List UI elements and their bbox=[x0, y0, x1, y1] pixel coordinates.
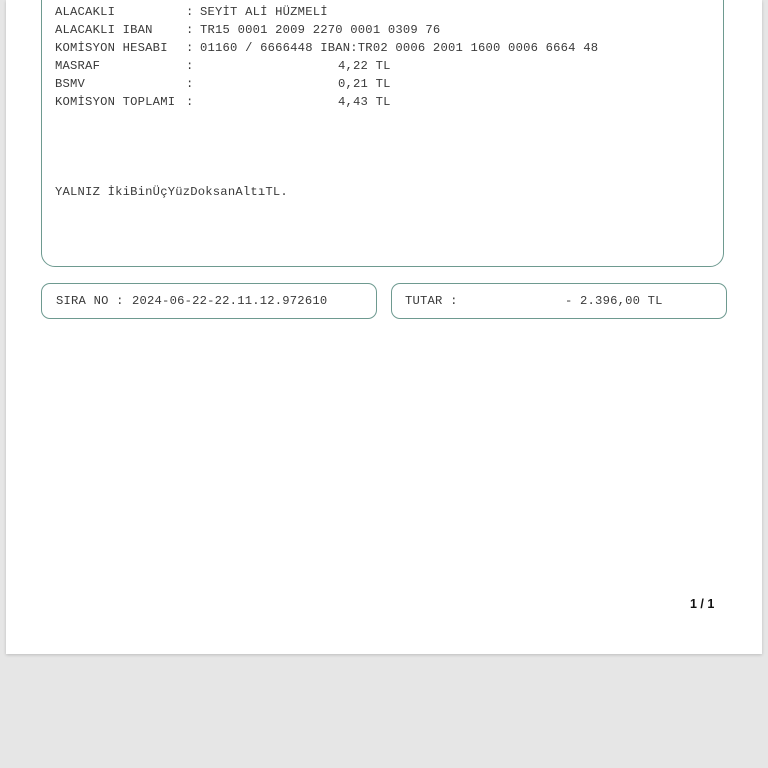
total-value: - 2.396,00 TL bbox=[565, 294, 663, 308]
receiver-colon: : bbox=[186, 5, 194, 19]
commission-total-value: 4,43 TL bbox=[338, 95, 391, 109]
receiver-iban-label: ALACAKLI IBAN bbox=[55, 23, 153, 37]
total-label: TUTAR : bbox=[405, 294, 458, 308]
bsmv-colon: : bbox=[186, 77, 194, 91]
receiver-label: ALACAKLI bbox=[55, 5, 116, 19]
commission-account-colon: : bbox=[186, 41, 194, 55]
bsmv-label: BSMV bbox=[55, 77, 86, 91]
expense-value: 4,22 TL bbox=[338, 59, 391, 73]
receiver-value: SEYİT ALİ HÜZMELİ bbox=[200, 5, 328, 19]
bsmv-value: 0,21 TL bbox=[338, 77, 391, 91]
sequence-value: 2024-06-22-22.11.12.972610 bbox=[132, 294, 328, 308]
total-amount-box bbox=[391, 283, 727, 319]
commission-total-colon: : bbox=[186, 95, 194, 109]
commission-account-value: 01160 / 6666448 IBAN:TR02 0006 2001 1600 0006 6664 48 bbox=[200, 41, 599, 55]
sequence-label: SIRA NO : bbox=[56, 294, 124, 308]
page-indicator: 1 / 1 bbox=[690, 597, 715, 611]
receipt-page bbox=[6, 0, 762, 654]
fee-row-expense bbox=[55, 57, 391, 75]
fee-row-bsmv bbox=[55, 75, 391, 93]
detail-row-commission-account bbox=[55, 39, 599, 57]
expense-label: MASRAF bbox=[55, 59, 101, 73]
amount-in-words: YALNIZ İkiBinÜçYüzDoksanAltıTL. bbox=[55, 185, 288, 199]
sequence-number-box bbox=[41, 283, 377, 319]
receiver-iban-value: TR15 0001 2009 2270 0001 0309 76 bbox=[200, 23, 441, 37]
fee-row-commission-total bbox=[55, 93, 391, 111]
detail-row-receiver-iban bbox=[55, 21, 441, 39]
receiver-iban-colon: : bbox=[186, 23, 194, 37]
commission-total-label: KOMİSYON TOPLAMI bbox=[55, 95, 176, 109]
commission-account-label: KOMİSYON HESABI bbox=[55, 41, 168, 55]
expense-colon: : bbox=[186, 59, 194, 73]
detail-row-receiver bbox=[55, 3, 328, 21]
